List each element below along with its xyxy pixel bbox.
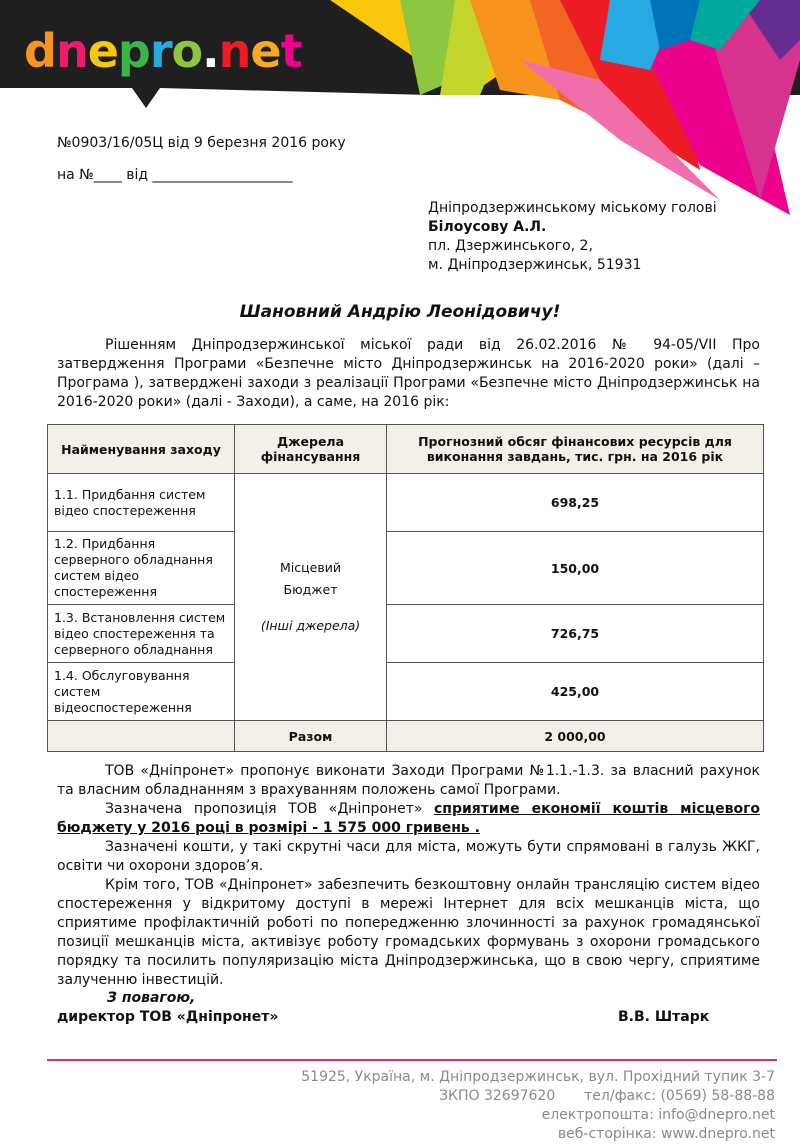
table-header-row [48,425,764,474]
table-row [48,605,764,663]
total-label: Разом [235,721,387,752]
table-row [48,474,764,532]
row-value: 698,25 [387,474,764,532]
total-value: 2 000,00 [387,721,764,752]
signer-position: директор ТОВ «Дніпронет» [57,1009,279,1025]
addressee-line-1: Дніпродзержинському міському голові [428,200,717,216]
table-row [48,532,764,605]
logo-letter: e [250,24,281,78]
footer-edrpou: ЗКПО 32697620 [439,1088,556,1104]
logo-letter: r [149,24,172,78]
intro-paragraph [57,336,760,412]
row-name: 1.4. Обслуговування систем відеоспостереження [48,663,235,721]
broadcast-text: Крім того, ТОВ «Дніпронет» забезпечить безкоштовну онлайн трансляцію систем відео спостереження у відкритому доступі в мережі Інтернет для всіх мешканців міста, що сприятиме профілактичній роботі по попередженню злочинності за рахунок громадянської позиції мешканців міста, активізує роботу громадських формувань з охорони громадського порядку та посилить популяризацію міста Дніпродзержинська, що в свою чергу, сприятиме залученню інвестицій. [57,877,760,988]
paragraph-broadcast [57,876,760,990]
logo-letter: n [218,24,251,78]
footer-phone: тел/факс: (0569) 58-88-88 [584,1088,775,1104]
addressee-name: Білоусову А.Л. [428,219,547,235]
row-name: 1.2. Придбання серверного обладнання систем відео спостереження [48,532,235,605]
source-line-3: (Інші джерела) [260,618,361,633]
table-row [48,663,764,721]
logo-letter: d [24,24,56,78]
footer-email[interactable]: електропошта: info@dnepro.net [541,1107,775,1123]
funding-source-cell [235,474,387,721]
addressee-line-4: м. Дніпродзержинськ, 51931 [428,257,642,273]
logo-letter: o [171,24,203,78]
greeting: Шановний Андрію Леонідовичу! [239,302,561,322]
signer-name: В.В. Штарк [618,1009,710,1025]
savings-emphasis: сприятиме економії коштів місцевого бюджету у 2016 році в розмірі - 1 575 000 гривень . [57,801,760,836]
logo-wordmark [24,24,302,78]
letter-number: №0903/16/05Ц від 9 березня 2016 року [57,135,346,151]
paragraph-offer [57,762,760,800]
col-header-name: Найменування заходу [48,425,235,474]
total-empty-cell [48,721,235,752]
savings-text: Зазначена пропозиція ТОВ «Дніпронет» [105,801,434,817]
paragraph-funds [57,838,760,876]
funds-text: Зазначені кошти, у такі скрутні часи для міста, можуть бути спрямовані в галузь ЖКГ, освіти чи охорони здоров’я. [57,839,760,874]
logo-dnepro-net[interactable] [24,24,302,78]
footer-contacts [439,1088,775,1104]
logo-letter: . [202,24,219,78]
row-value: 726,75 [387,605,764,663]
table-total-row [48,721,764,752]
addressee-line-3: пл. Дзержинського, 2, [428,238,593,254]
row-value: 425,00 [387,663,764,721]
footer-divider [47,1059,777,1061]
col-header-source: Джерела фінансування [235,425,387,474]
intro-text: Рішенням Дніпродзержинської міської ради від 26.02.2016 № 94-05/VII Про затвердження Програми «Безпечне місто Дніпродзержинськ на 2016-2020 роки» (далі – Програма ), затверджені заходи з реалізації Програми «Безпечне місто Дніпродзержинськ на 2016-2020 роки» (далі - Заходи), а саме, на 2016 рік: [57,337,760,410]
footer-address: 51925, Україна, м. Дніпродзержинськ, вул. Прохідний тупик 3-7 [301,1069,775,1085]
col-header-amount: Прогнозний обсяг фінансових ресурсів для виконання завдань, тис. грн. на 2016 рік [387,425,764,474]
source-line-2: Бюджет [283,582,338,597]
source-line-1: Місцевий [280,560,341,575]
logo-letter: t [280,24,302,78]
reply-reference: на №____ від ____________________ [57,167,293,183]
logo-letter: p [117,24,150,78]
row-name: 1.3. Встановлення систем відео спостереження та серверного обладнання [48,605,235,663]
paragraph-savings [57,800,760,838]
program-table [47,424,764,752]
closing: З повагою, [107,990,196,1006]
logo-letter: n [55,24,88,78]
footer-website[interactable]: веб-сторінка: www.dnepro.net [557,1126,775,1142]
row-value: 150,00 [387,532,764,605]
offer-text: ТОВ «Дніпронет» пропонує виконати Заходи Програми №1.1.-1.3. за власний рахунок та власним обладнанням з врахуванням положень самої Програми. [57,763,760,798]
row-name: 1.1. Придбання систем віде​о спостереження [48,474,235,532]
logo-letter: e [87,24,118,78]
